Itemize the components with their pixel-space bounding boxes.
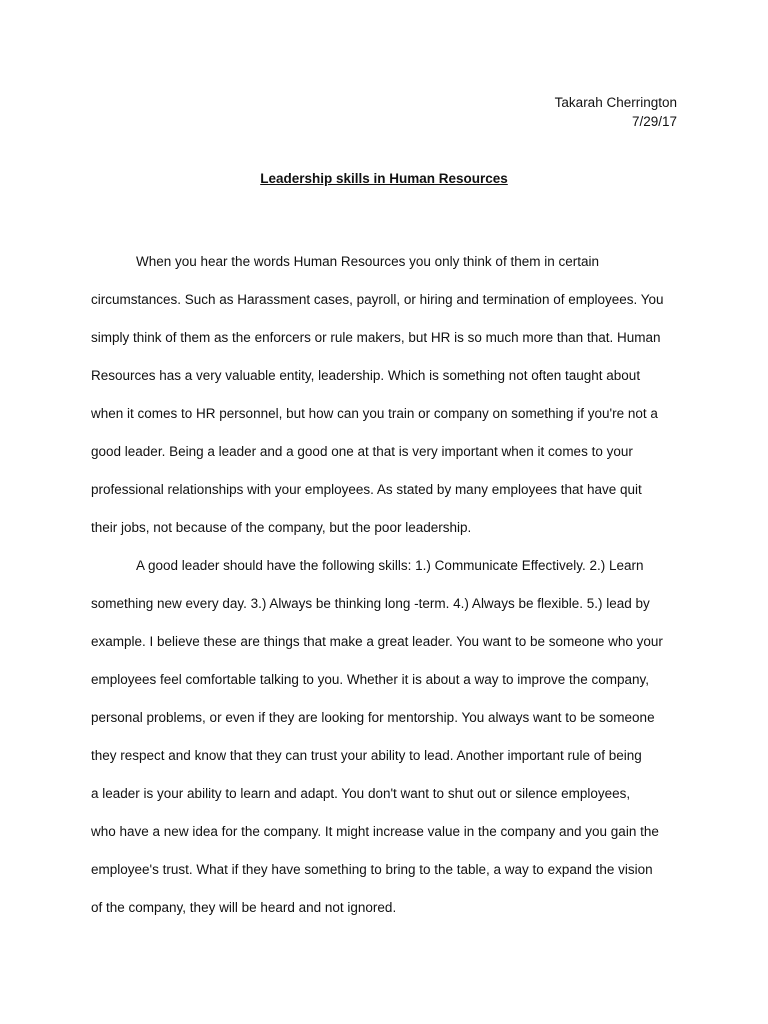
author-name: Takarah Cherrington <box>554 95 677 110</box>
text-line: employees feel comfortable talking to you. Whether it is about a way to improve the company, <box>91 672 650 687</box>
text-line: who have a new idea for the company. It might increase value in the company and you gain the <box>91 824 659 839</box>
text-line: they respect and know that they can trust your ability to lead. Another important rule of being <box>91 748 642 763</box>
text-line: good leader. Being a leader and a good one at that is very important when it comes to your <box>91 444 633 459</box>
document-date: 7/29/17 <box>631 114 677 129</box>
text-line: When you hear the words Human Resources you only think of them in certain <box>136 254 599 269</box>
text-line: personal problems, or even if they are looking for mentorship. You always want to be someone <box>91 710 655 725</box>
text-line: of the company, they will be heard and not ignored. <box>91 900 397 915</box>
document-body <box>91 243 678 927</box>
paragraph-1 <box>91 243 678 547</box>
text-line: when it comes to HR personnel, but how can you train or company on something if you're not a <box>91 406 658 421</box>
text-line: employee's trust. What if they have something to bring to the table, a way to expand the vision <box>91 862 653 877</box>
text-line: A good leader should have the following skills: 1.) Communicate Effectively. 2.) Learn <box>136 558 644 573</box>
text-line: Resources has a very valuable entity, leadership. Which is something not often taught about <box>91 368 641 383</box>
text-line: their jobs, not because of the company, but the poor leadership. <box>91 520 472 535</box>
text-line: circumstances. Such as Harassment cases, payroll, or hiring and termination of employees. You <box>91 292 664 307</box>
text-line: professional relationships with your employees. As stated by many employees that have quit <box>91 482 642 497</box>
text-line: something new every day. 3.) Always be thinking long -term. 4.) Always be flexible. 5.) lead by <box>91 596 650 611</box>
document-title: Leadership skills in Human Resources <box>260 171 508 186</box>
text-line: a leader is your ability to learn and adapt. You don't want to shut out or silence employees, <box>91 786 631 801</box>
text-line: simply think of them as the enforcers or rule makers, but HR is so much more than that. Human <box>91 330 661 345</box>
paragraph-2 <box>91 547 678 927</box>
author-header <box>555 93 677 131</box>
text-line: example. I believe these are things that make a great leader. You want to be someone who your <box>91 634 663 649</box>
